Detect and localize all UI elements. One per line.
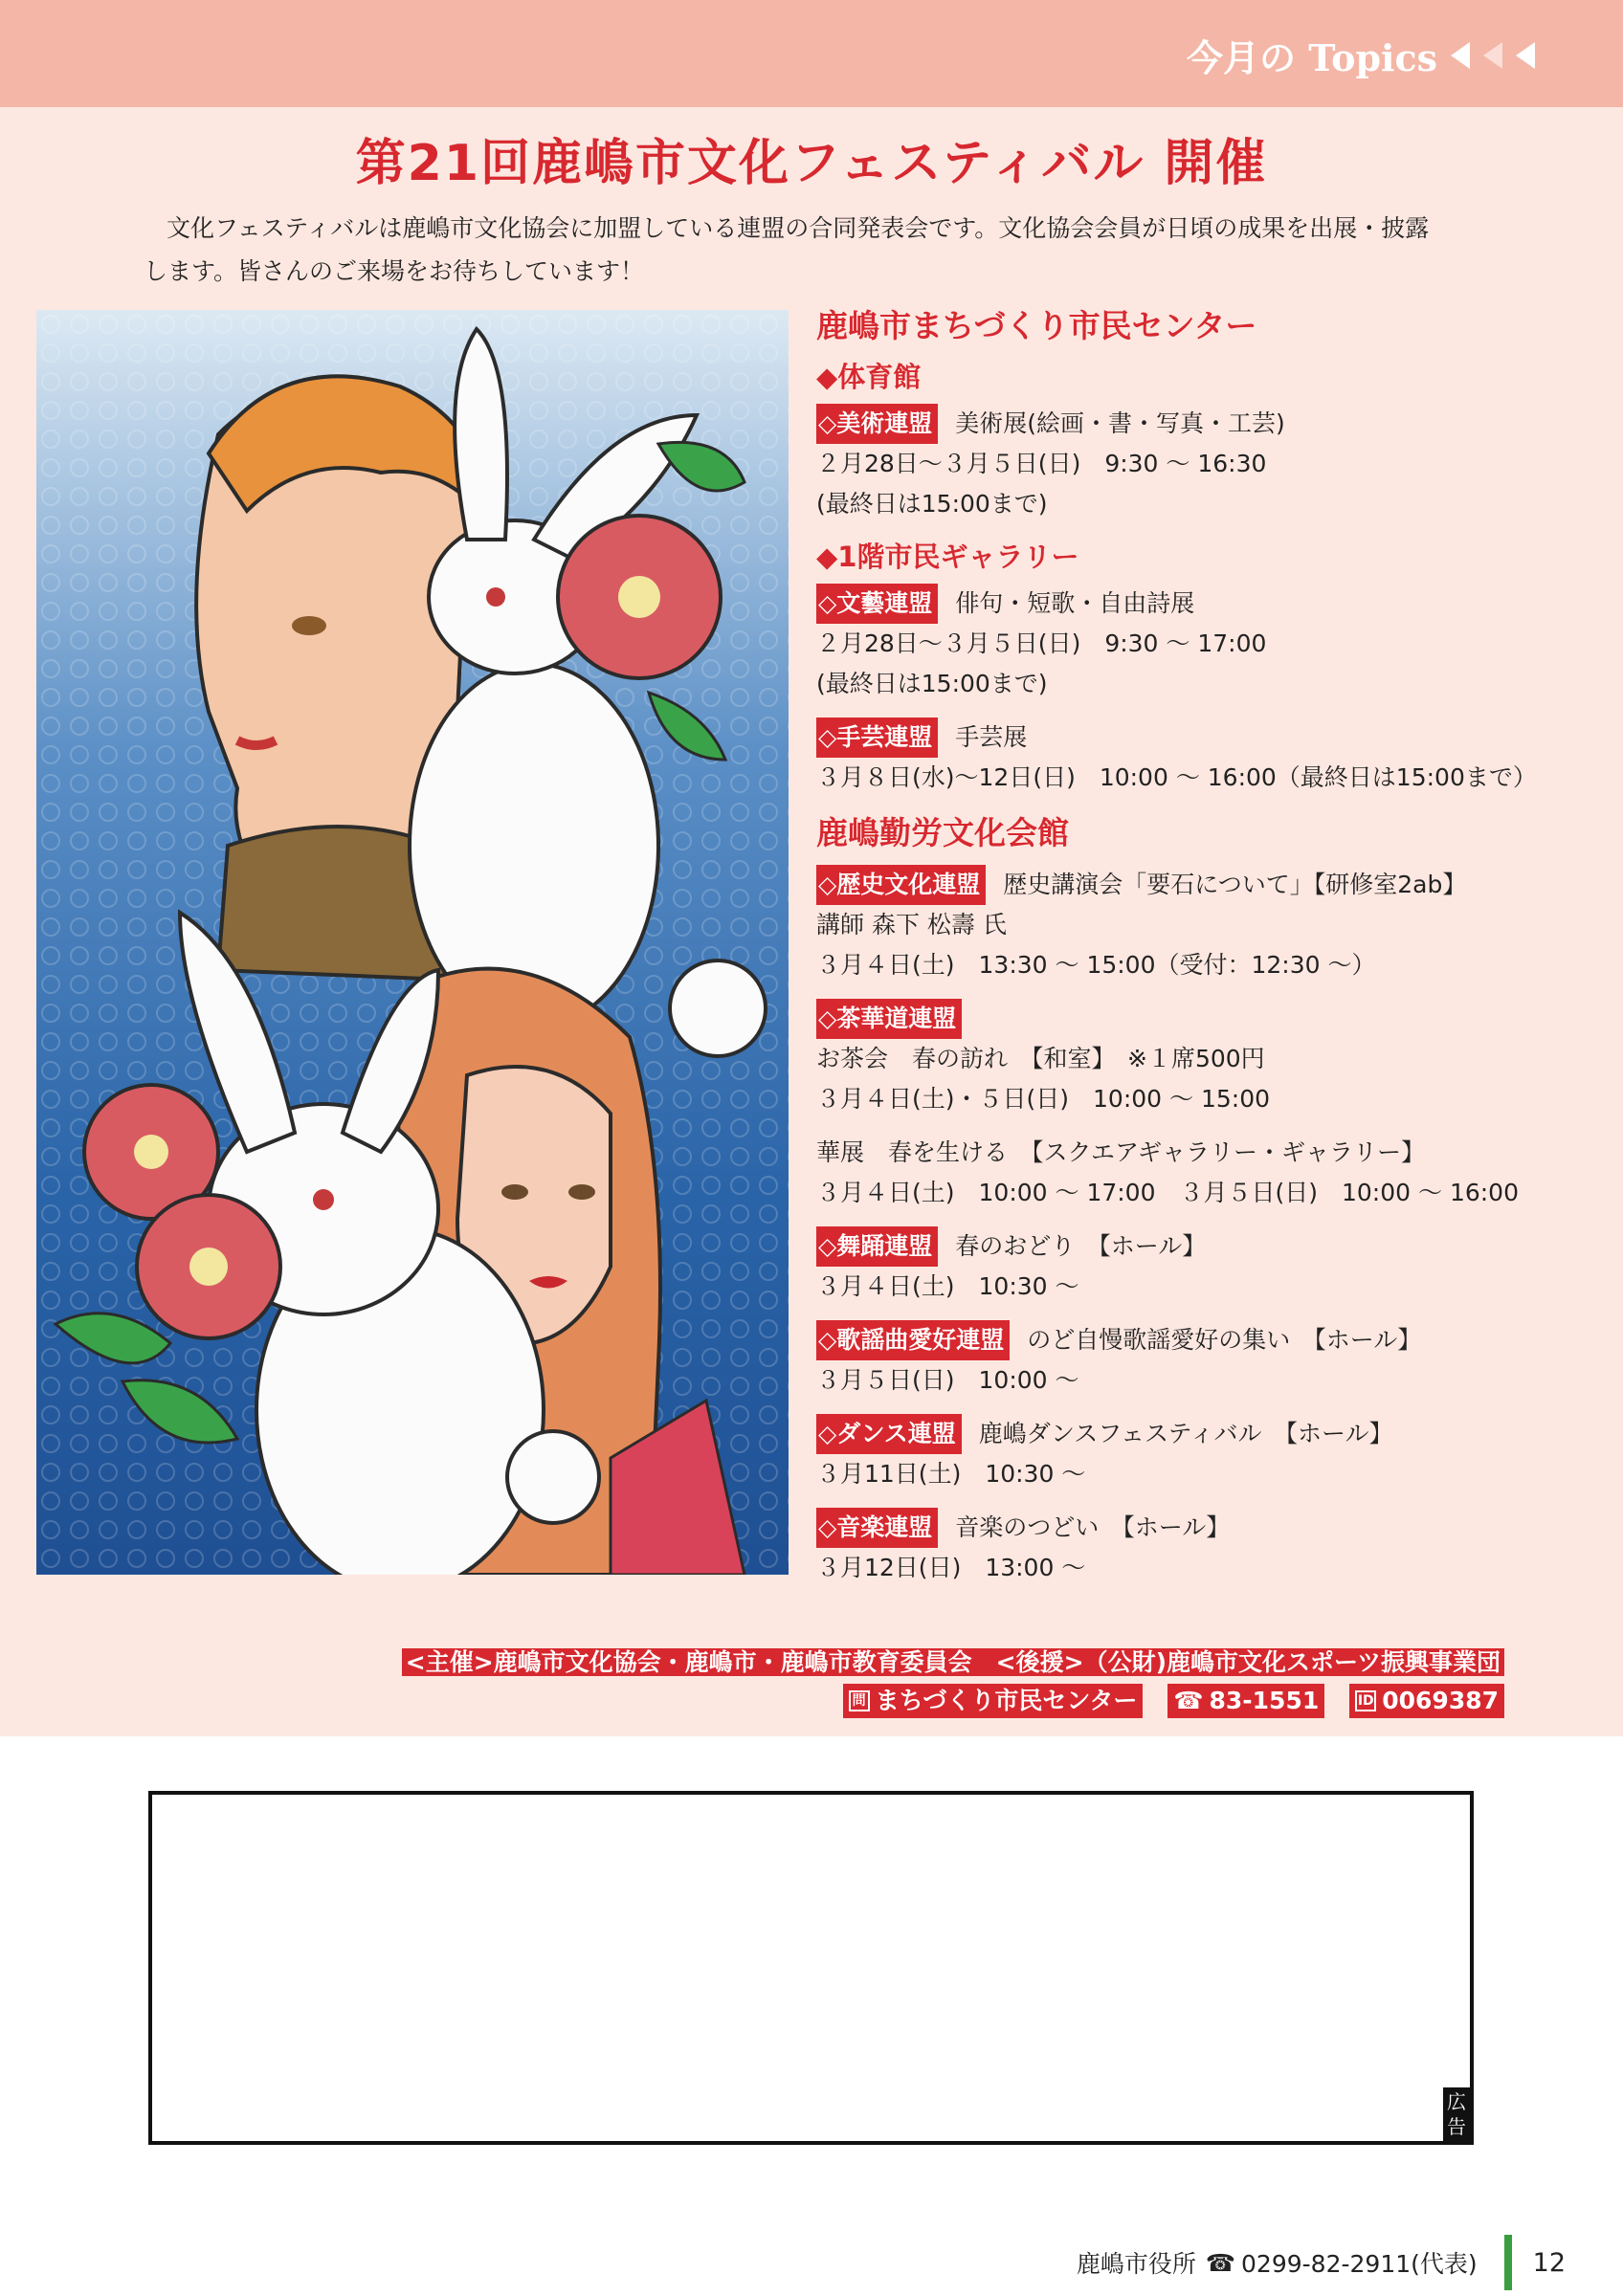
federation-tag: ◇舞踊連盟 bbox=[816, 1226, 938, 1267]
event-note: (最終日は15:00まで) bbox=[816, 490, 1048, 518]
event-date: ２月28日～３月５日(日) 9:30 ～ 16:30 bbox=[816, 450, 1267, 477]
event-row bbox=[816, 1320, 1582, 1360]
festival-poster-illustration bbox=[36, 310, 789, 1575]
event-row bbox=[816, 1508, 1582, 1548]
event-date: ２月28日～３月５日(日) 9:30 ～ 17:00 bbox=[816, 629, 1267, 657]
event-row bbox=[816, 584, 1582, 624]
event-name: 音楽のつどい 【ホール】 bbox=[955, 1513, 1231, 1541]
contact-line bbox=[843, 1684, 1504, 1718]
federation-tag: ◇音楽連盟 bbox=[816, 1508, 938, 1548]
intro-line: します。皆さんのご来場をお待ちしています！ bbox=[144, 257, 645, 285]
event-date: ３月４日(土) 10:30 ～ bbox=[816, 1272, 1079, 1300]
page-footer bbox=[1077, 2235, 1566, 2290]
venue-heading: 鹿嶋勤労文化会館 bbox=[816, 814, 1069, 851]
event-date: ３月８日(水)～12日(日) 10:00 ～ 16:00（最終日は15:00まで） bbox=[816, 763, 1537, 791]
federation-tag: ◇ダンス連盟 bbox=[816, 1414, 962, 1454]
contact-id-text: 0069387 bbox=[1382, 1687, 1499, 1714]
event-row bbox=[816, 999, 1582, 1039]
contact-place-text: まちづくり市民センター bbox=[875, 1687, 1138, 1714]
article-intro bbox=[144, 207, 1522, 293]
event-row bbox=[816, 1414, 1582, 1454]
phone-icon: ☎ bbox=[1173, 1687, 1204, 1714]
left-arrow-icon bbox=[1516, 42, 1535, 69]
intro-line: 文化フェスティバルは鹿嶋市文化協会に加盟している連盟の合同発表会です。文化協会会員が日頃の成果を出展・披露 bbox=[167, 214, 1430, 242]
federation-tag: ◇歌謡曲愛好連盟 bbox=[816, 1320, 1010, 1360]
event-row bbox=[816, 865, 1582, 905]
federation-tag: ◇茶華道連盟 bbox=[816, 999, 962, 1039]
event-name: 美術展(絵画・書・写真・工芸) bbox=[955, 409, 1285, 437]
event-note: (最終日は15:00まで) bbox=[816, 670, 1048, 697]
advertisement-box bbox=[148, 1791, 1474, 2145]
page-divider-bar bbox=[1504, 2235, 1512, 2290]
event-name: 鹿嶋ダンスフェスティバル 【ホール】 bbox=[978, 1420, 1393, 1447]
event-schedule bbox=[816, 304, 1582, 1588]
article-title: 第21回鹿嶋市文化フェスティバル 開催 bbox=[355, 135, 1268, 192]
contact-place bbox=[843, 1684, 1144, 1718]
event-row bbox=[816, 718, 1582, 758]
event-row bbox=[816, 404, 1582, 444]
hall-heading: ◆体育館 bbox=[816, 361, 922, 393]
event-date: ３月12日(日) 13:00 ～ bbox=[816, 1554, 1086, 1581]
page-number: 12 bbox=[1532, 2247, 1566, 2278]
venue-heading: 鹿嶋市まちづくり市民センター bbox=[816, 307, 1257, 344]
event-row bbox=[816, 1226, 1582, 1267]
event-name: 手芸展 bbox=[955, 723, 1028, 751]
event-date: ３月５日(日) 10:00 ～ bbox=[816, 1366, 1079, 1394]
hall-heading: ◆1階市民ギャラリー bbox=[816, 541, 1079, 573]
organizers-text: <主催>鹿嶋市文化協会・鹿嶋市・鹿嶋市教育委員会 <後援>（公財)鹿嶋市文化スポーツ振興事業団 bbox=[402, 1648, 1504, 1676]
event-date: ３月４日(土) 10:00 ～ 17:00 ３月５日(日) 10:00 ～ 16:00 bbox=[816, 1179, 1519, 1206]
federation-tag: ◇歴史文化連盟 bbox=[816, 865, 986, 905]
topics-header-title bbox=[1187, 29, 1535, 81]
left-arrow-outline-icon bbox=[1483, 42, 1502, 69]
event-date: ３月４日(土)・５日(日) 10:00 ～ 15:00 bbox=[816, 1085, 1271, 1113]
event-name: 華展 春を生ける 【スクエアギャラリー・ギャラリー】 bbox=[816, 1138, 1426, 1166]
event-name: 春のおどり 【ホール】 bbox=[955, 1232, 1207, 1260]
ad-label: 広告 bbox=[1443, 2087, 1470, 2141]
contact-phone bbox=[1167, 1684, 1324, 1718]
organizers-line bbox=[402, 1642, 1504, 1684]
event-name: 歴史講演会「要石について」【研修室2ab】 bbox=[1003, 871, 1467, 898]
event-name: お茶会 春の訪れ 【和室】 ※１席500円 bbox=[816, 1045, 1265, 1072]
event-name: 俳句・短歌・自由詩展 bbox=[955, 589, 1195, 617]
topics-label: 今月の Topics bbox=[1186, 36, 1437, 79]
event-name: のど自慢歌謡愛好の集い 【ホール】 bbox=[1027, 1326, 1422, 1354]
event-lecturer: 講師 森下 松壽 氏 bbox=[816, 911, 1007, 938]
topics-header bbox=[0, 0, 1623, 107]
event-date: ３月４日(土) 13:30 ～ 15:00（受付：12:30 ～） bbox=[816, 951, 1376, 979]
federation-tag: ◇文藝連盟 bbox=[816, 584, 938, 624]
office-name: 鹿嶋市役所 bbox=[1076, 2250, 1196, 2278]
phone-icon: ☎ bbox=[1205, 2248, 1236, 2277]
federation-tag: ◇美術連盟 bbox=[816, 404, 938, 444]
office-phone: 0299-82-2911(代表) bbox=[1241, 2250, 1478, 2278]
contact-id bbox=[1349, 1684, 1504, 1718]
id-icon: ID bbox=[1355, 1690, 1376, 1711]
left-arrow-icon bbox=[1451, 42, 1470, 69]
inquiry-icon: 問 bbox=[849, 1690, 870, 1711]
event-date: ３月11日(土) 10:30 ～ bbox=[816, 1460, 1086, 1488]
contact-phone-text: 83-1551 bbox=[1209, 1687, 1320, 1714]
federation-tag: ◇手芸連盟 bbox=[816, 718, 938, 758]
